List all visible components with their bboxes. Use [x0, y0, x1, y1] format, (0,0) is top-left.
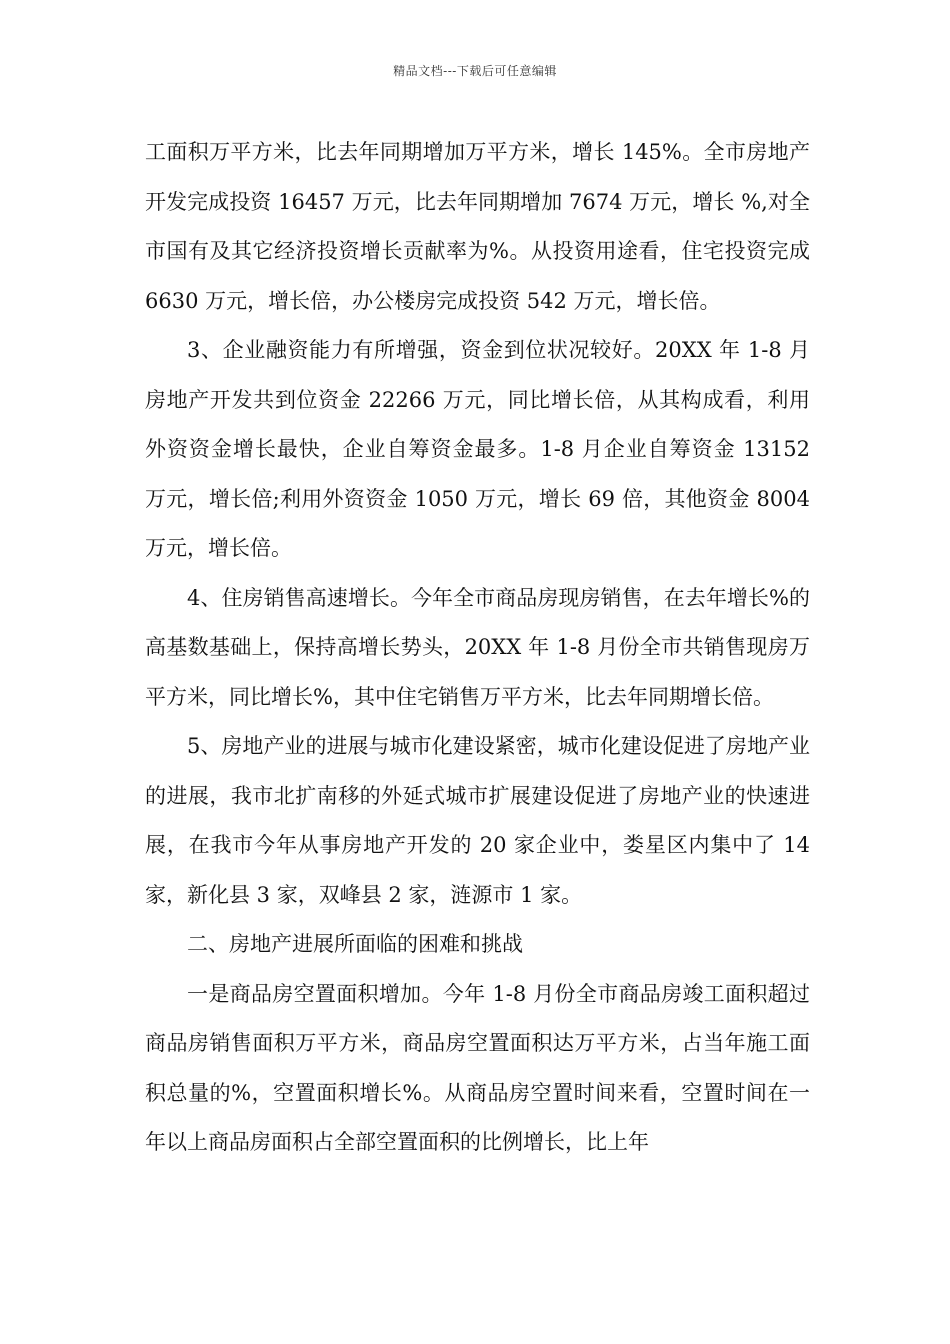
paragraph-financing: 3、企业融资能力有所增强，资金到位状况较好。20XX 年 1-8 月房地产开发共到位资金 22266 万元，同比增长倍，从其构成看，利用外资资金增长最快，企业自筹资金最多。1-8 月企业自筹资金 13152 万元，增长倍;利用外资资金 1050 万元，增长 69 倍，其他资金 8004 万元，增长倍。 — [145, 338, 810, 560]
paragraph-housing-sales: 4、住房销售高速增长。今年全市商品房现房销售，在去年增长%的高基数基础上，保持高增长势头，20XX 年 1-8 月份全市共销售现房万平方米，同比增长%，其中住宅销售万平方米，比去年同期增长倍。 — [145, 585, 810, 709]
paragraph-urbanization: 5、房地产业的进展与城市化建设紧密，城市化建设促进了房地产业的进展，我市北扩南移的外延式城市扩展建设促进了房地产业的快速进展，在我市今年从事房地产开发的 20 家企业中，娄星区内集中了 14 家，新化县 3 家，双峰县 2 家，涟源市 1 家。 — [145, 734, 810, 907]
page-header: 精品文档---下载后可任意编辑 — [393, 64, 557, 78]
paragraph-investment: 工面积万平方米，比去年同期增加万平方米，增长 145%。全市房地产开发完成投资 16457 万元，比去年同期增加 7674 万元，增长 %,对全市国有及其它经济投资增长贡献率为%。从投资用途看，住宅投资完成 6630 万元，增长倍，办公楼房完成投资 542 万元，增长倍。 — [145, 140, 810, 313]
paragraph-vacancy: 一是商品房空置面积增加。今年 1-8 月份全市商品房竣工面积超过商品房销售面积万平方米，商品房空置面积达万平方米，占当年施工面积总量的%，空置面积增长%。从商品房空置时间来看，空置时间在一年以上商品房面积占全部空置面积的比例增长，比上年 — [145, 981, 810, 1154]
section-heading-challenges: 二、房地产进展所面临的困难和挑战 — [187, 932, 523, 956]
document-body — [145, 128, 810, 1168]
